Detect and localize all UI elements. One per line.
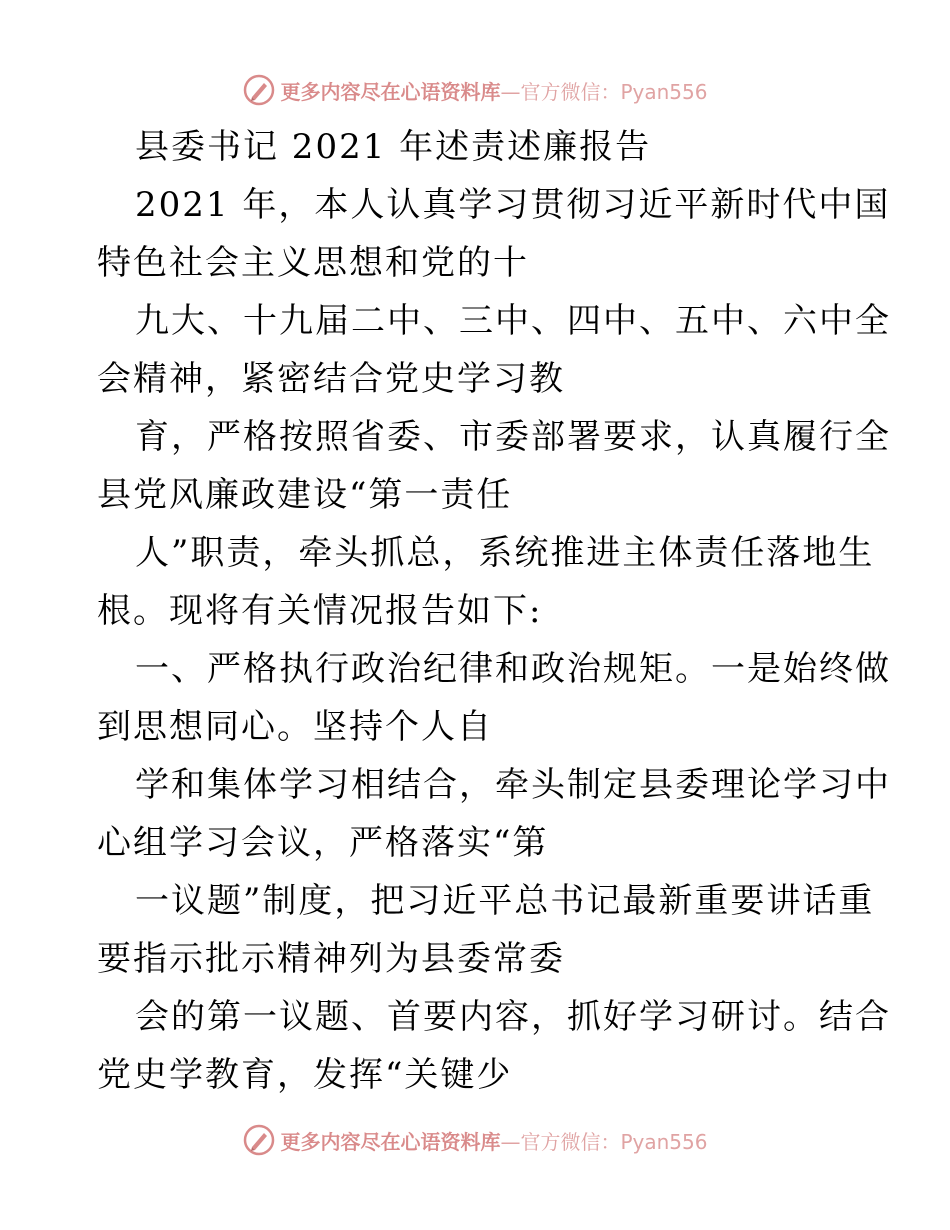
paragraph-line: 会的第一议题、首要内容，抓好学习研讨。结合	[135, 997, 891, 1037]
document-title: 县委书记 2021 年述责述廉报告	[135, 127, 652, 167]
paragraph-line: 学和集体学习相结合，牵头制定县委理论学习中	[135, 765, 891, 805]
paragraph-line: 要指示批示精神列为县委常委	[97, 939, 565, 979]
paragraph-line: 特色社会主义思想和党的十	[97, 243, 529, 283]
header-promo-text	[280, 76, 707, 105]
paragraph-line: 会精神，紧密结合党史学习教	[97, 359, 565, 399]
footer-promo-main: 更多内容尽在心语资料库	[280, 1129, 501, 1154]
section-heading-line: 一、严格执行政治纪律和政治规矩。一是始终做	[135, 649, 891, 689]
pen-circle-logo-icon	[242, 1123, 276, 1157]
paragraph-line: 心组学习会议，严格落实“第	[97, 823, 549, 863]
pen-circle-logo-icon	[242, 73, 276, 107]
paragraph-line: 人”职责，牵头抓总，系统推进主体责任落地生	[135, 533, 875, 573]
paragraph-line: 2021 年，本人认真学习贯彻习近平新时代中国	[135, 185, 891, 225]
header-promo-main: 更多内容尽在心语资料库	[280, 79, 501, 104]
paragraph-line: 党史学教育，发挥“关键少	[97, 1055, 513, 1095]
document-body	[97, 118, 891, 1104]
footer-promo-text	[280, 1126, 707, 1155]
paragraph-line: 县党风廉政建设“第一责任	[97, 475, 513, 515]
header-watermark-banner	[0, 70, 950, 110]
footer-promo-rest: —官方微信：Pyan556	[500, 1129, 708, 1154]
paragraph-line: 一议题”制度，把习近平总书记最新重要讲话重	[135, 881, 875, 921]
paragraph-line: 育，严格按照省委、市委部署要求，认真履行全	[135, 417, 891, 457]
paragraph-line: 九大、十九届二中、三中、四中、五中、六中全	[135, 301, 891, 341]
paragraph-line: 根。现将有关情况报告如下:	[97, 591, 543, 631]
footer-watermark-banner	[0, 1120, 950, 1160]
header-promo-rest: —官方微信：Pyan556	[500, 79, 708, 104]
paragraph-line: 到思想同心。坚持个人自	[97, 707, 493, 747]
